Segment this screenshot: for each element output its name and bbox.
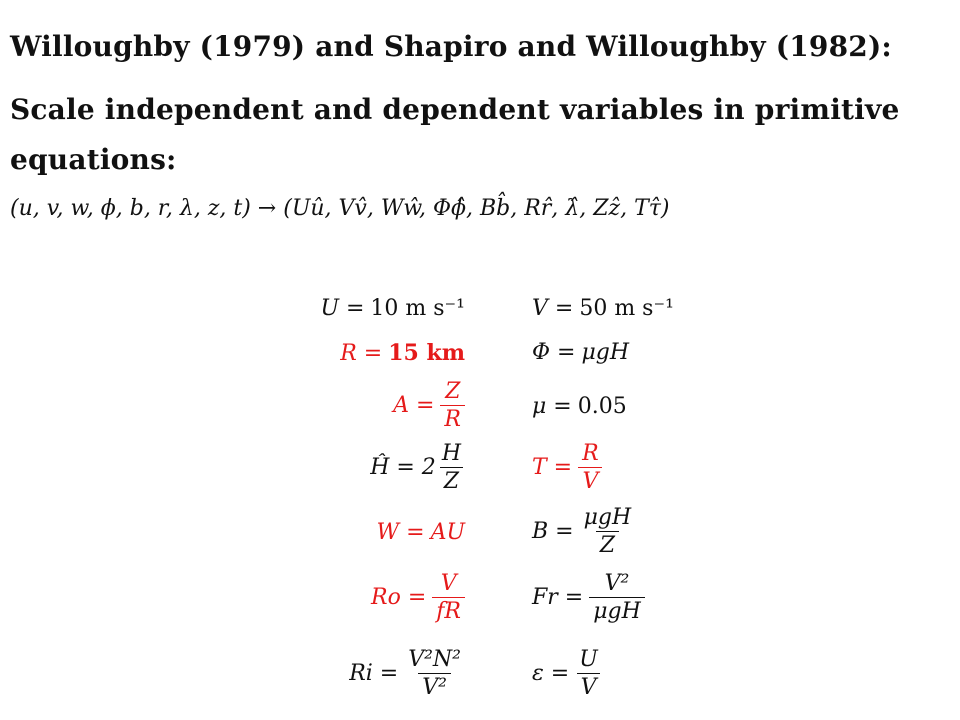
eq-U bbox=[320, 296, 465, 321]
eq-lhs: W = bbox=[376, 520, 425, 545]
eq-rhs: 15 km bbox=[388, 340, 465, 366]
eq-rhs: μgH bbox=[581, 340, 630, 365]
eq-Ri bbox=[349, 648, 465, 699]
eq-V bbox=[532, 296, 674, 321]
numerator: R bbox=[582, 441, 599, 466]
denominator: R bbox=[440, 405, 465, 431]
eq-Ro bbox=[371, 572, 465, 623]
eq-lhs: μ = bbox=[532, 394, 572, 419]
title-line-1: Willoughby (1979) and Shapiro and Willoughby (1982): bbox=[10, 30, 892, 63]
eq-lhs: Φ = bbox=[532, 340, 576, 365]
numerator: U bbox=[579, 647, 598, 672]
numerator: Z bbox=[445, 379, 461, 404]
numerator: V²N² bbox=[408, 647, 461, 672]
fraction bbox=[589, 572, 645, 623]
eq-W bbox=[377, 520, 465, 545]
eq-lhs: V = bbox=[532, 296, 574, 321]
title-line-3: equations: bbox=[10, 143, 177, 176]
variable-scaling-mapping: (u, v, w, ϕ, b, r, λ, z, t) → (Uû, Vv̂, Wŵ, Φϕ̂, Bb̂, Rr̂, λ̂, Zẑ, Tτ̂) bbox=[10, 196, 670, 221]
fraction bbox=[575, 648, 602, 699]
eq-rhs: 50 m s⁻¹ bbox=[579, 296, 674, 321]
eq-Fr bbox=[532, 572, 645, 623]
eq-B bbox=[532, 506, 635, 557]
denominator: μgH bbox=[589, 597, 645, 623]
denominator: V² bbox=[418, 673, 451, 699]
fraction bbox=[438, 442, 465, 493]
fraction bbox=[578, 442, 603, 493]
eq-A bbox=[393, 380, 465, 431]
denominator: Z bbox=[440, 467, 463, 493]
eq-lhs: Ĥ = 2 bbox=[370, 455, 436, 481]
denominator: fR bbox=[432, 597, 465, 623]
fraction bbox=[580, 506, 636, 557]
numerator: V² bbox=[604, 571, 630, 596]
eq-lhs: A = bbox=[393, 393, 435, 419]
denominator: V bbox=[578, 467, 602, 493]
eq-rhs: 10 m s⁻¹ bbox=[370, 296, 465, 321]
eq-T bbox=[532, 442, 603, 493]
title-line-2: Scale independent and dependent variables in primitive bbox=[10, 93, 900, 126]
eq-mu bbox=[532, 394, 627, 419]
eq-lhs: Ro = bbox=[371, 585, 427, 611]
numerator: V bbox=[440, 571, 457, 596]
eq-lhs: Fr = bbox=[532, 585, 584, 611]
denominator: Z bbox=[596, 531, 619, 557]
numerator: μgH bbox=[583, 505, 632, 530]
eq-Phi bbox=[532, 340, 629, 365]
eq-lhs: R = bbox=[340, 340, 383, 366]
fraction bbox=[432, 572, 465, 623]
numerator: H bbox=[441, 441, 461, 466]
eq-lhs: ε = bbox=[532, 661, 570, 687]
fraction bbox=[440, 380, 465, 431]
fraction bbox=[404, 648, 465, 699]
eq-H-hat bbox=[370, 442, 465, 493]
eq-rhs: AU bbox=[430, 520, 465, 545]
eq-rhs: 0.05 bbox=[577, 394, 627, 419]
eq-lhs: B = bbox=[532, 519, 574, 545]
eq-lhs: Ri = bbox=[349, 661, 399, 687]
eq-R bbox=[340, 340, 465, 366]
eq-epsilon bbox=[532, 648, 602, 699]
eq-lhs: T = bbox=[532, 455, 573, 481]
denominator: V bbox=[577, 673, 601, 699]
eq-lhs: U = bbox=[320, 296, 365, 321]
